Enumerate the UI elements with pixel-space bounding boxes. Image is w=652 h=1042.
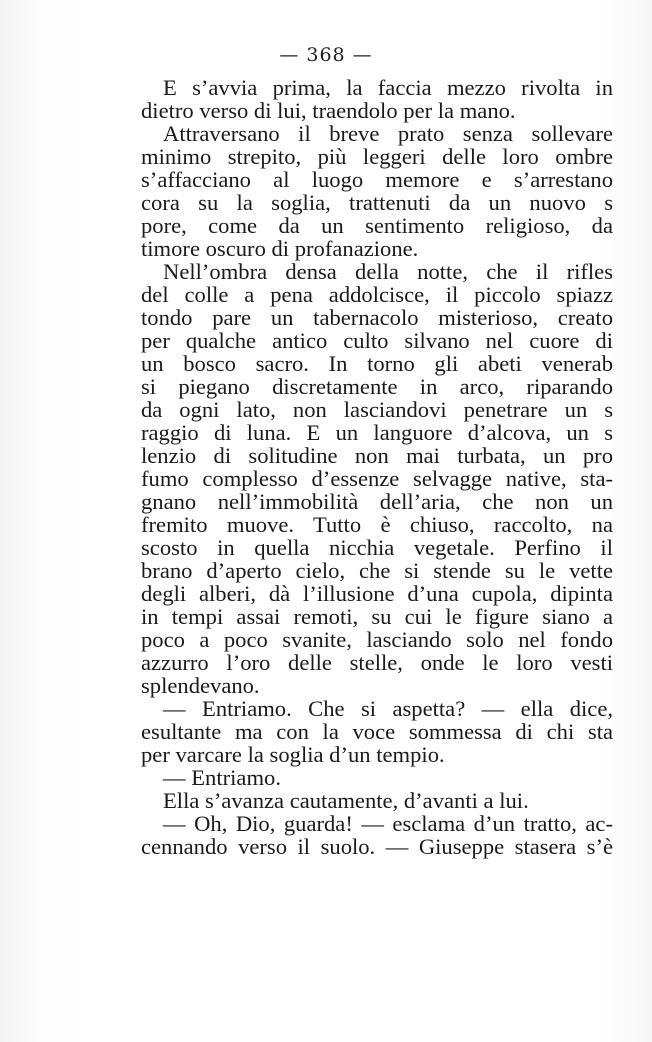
text-line: — Entriamo. Che si aspetta? — ella dice,: [163, 696, 613, 721]
text-line: s’affacciano al luogo memore e s’arrestano: [141, 167, 613, 192]
page-number: — 368 —: [279, 44, 373, 66]
text-line: in tempi assai remoti, su cui le figure siano a: [141, 604, 613, 629]
text-line: esultante ma con la voce sommessa di chi sta: [141, 719, 613, 744]
text-line: E s’avvia prima, la faccia mezzo rivolta in: [163, 75, 613, 100]
text-line: timore oscuro di profanazione.: [141, 236, 419, 261]
text-line: lenzio di solitudine non mai turbata, un pro: [141, 443, 613, 468]
text-line: — Oh, Dio, guarda! — esclama d’un tratto, ac-: [163, 811, 613, 836]
text-line: dietro verso di lui, traendolo per la mano.: [141, 98, 516, 123]
text-line: tondo pare un tabernacolo misterioso, creato: [141, 305, 613, 330]
text-line: gnano nell’immobilità dell’aria, che non un: [141, 489, 613, 514]
text-line: fremito muove. Tutto è chiuso, raccolto, na: [141, 512, 613, 537]
text-line: per qualche antico culto silvano nel cuore di: [141, 328, 613, 353]
text-line: minimo strepito, più leggeri delle loro ombre: [141, 144, 613, 169]
text-line: del colle a pena addolcisce, il piccolo spiazz: [141, 282, 613, 307]
text-line: si piegano discretamente in arco, riparando: [141, 374, 613, 399]
text-line: degli alberi, dà l’illusione d’una cupola, dipinta: [141, 581, 613, 606]
text-line: Attraversano il breve prato senza sollevare: [163, 121, 613, 146]
text-line: azzurro l’oro delle stelle, onde le loro vesti: [141, 650, 613, 675]
text-line: un bosco sacro. In torno gli abeti venerab: [141, 351, 613, 376]
text-line: splendevano.: [141, 673, 260, 698]
text-line: per varcare la soglia d’un tempio.: [141, 742, 445, 767]
text-line: raggio di luna. E un languore d’alcova, un s: [141, 420, 613, 445]
text-line: cora su la soglia, trattenuti da un nuovo s: [141, 190, 613, 215]
text-line: Ella s’avanza cautamente, d’avanti a lui.: [163, 788, 529, 813]
text-line: poco a poco svanite, lasciando solo nel fondo: [141, 627, 613, 652]
text-line: cennando verso il suolo. — Giuseppe stasera s’è: [141, 834, 613, 859]
text-line: Nell’ombra densa della notte, che il rifles: [163, 259, 613, 284]
text-line: da ogni lato, non lasciandovi penetrare un s: [141, 397, 613, 422]
text-line: brano d’aperto cielo, che si stende su le vette: [141, 558, 613, 583]
body-text: [141, 76, 613, 858]
text-line: fumo complesso d’essenze selvagge native, sta-: [141, 466, 613, 491]
text-line: — Entriamo.: [163, 765, 281, 790]
text-line: pore, come da un sentimento religioso, da: [141, 213, 613, 238]
text-line: scosto in quella nicchia vegetale. Perfino il: [141, 535, 613, 560]
